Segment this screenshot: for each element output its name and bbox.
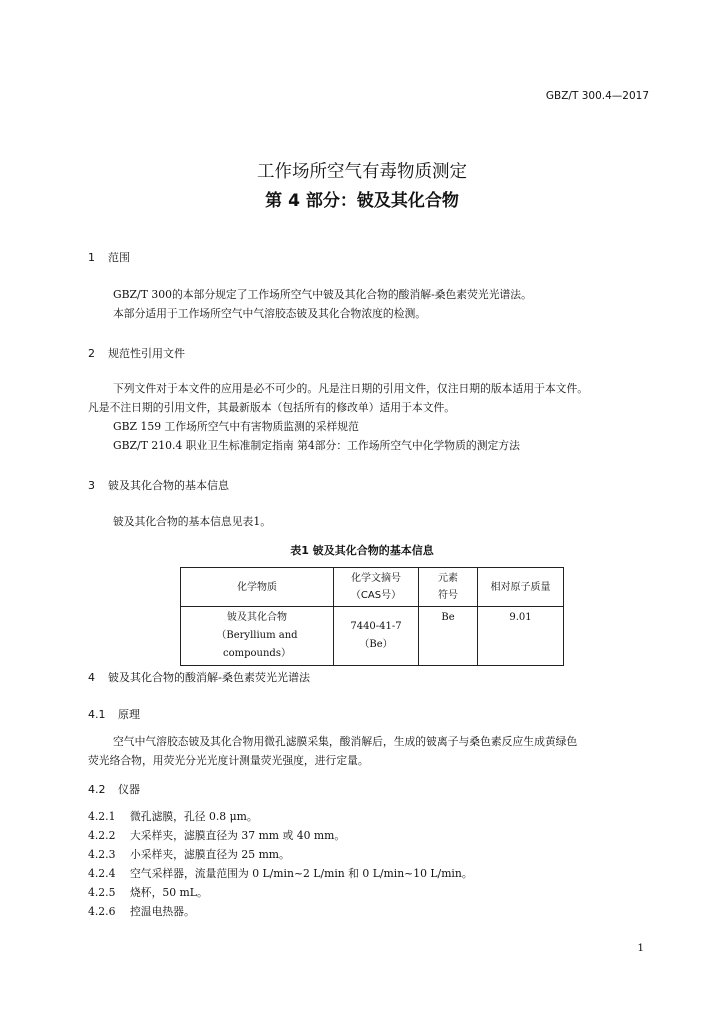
item-text: 控温电热器。 <box>130 905 195 918</box>
reference-item: GBZ 159 工作场所空气中有害物质监测的采样规范 <box>113 420 359 433</box>
item-text: 大采样夹，滤膜直径为 37 mm 或 40 mm。 <box>130 829 346 842</box>
item-text: 空气采样器，流量范围为 0 L/min~2 L/min 和 0 L/min~10 L/min。 <box>130 867 473 880</box>
reference-item: GBZ/T 210.4 职业卫生标准制定指南 第4部分：工作场所空气中化学物质的测定方法 <box>113 439 520 452</box>
paragraph: 本部分适用于工作场所空气中气溶胶态铍及其化合物浓度的检测。 <box>113 307 427 320</box>
standard-code: GBZ/T 300.4—2017 <box>545 90 649 102</box>
cell-line: 7440-41-7 <box>350 621 402 632</box>
section-title: 规范性引用文件 <box>108 347 185 360</box>
header-line: 化学文摘号 <box>351 573 401 584</box>
page-number: 1 <box>637 942 644 954</box>
section-number: 3 <box>88 479 95 492</box>
item-text: 烧杯，50 mL。 <box>130 886 208 899</box>
info-table <box>180 567 564 666</box>
section-number: 4.2 <box>88 783 106 796</box>
section-title: 原理 <box>118 708 140 721</box>
table-cell <box>181 607 334 666</box>
cell-line: （Be） <box>359 639 393 650</box>
paragraph: GBZ/T 300的本部分规定了工作场所空气中铍及其化合物的酸消解-桑色素荧光光谱法。 <box>113 288 532 301</box>
header-cell <box>334 568 419 607</box>
table-caption: 表1 铍及其化合物的基本信息 <box>290 544 434 557</box>
document-title: 工作场所空气有毒物质测定 <box>257 162 467 182</box>
list-item <box>88 866 473 881</box>
table-cell: Be <box>419 607 478 666</box>
list-item <box>88 847 290 862</box>
section-number: 1 <box>88 251 95 264</box>
table-cell <box>334 607 419 666</box>
section-4-heading <box>88 669 310 685</box>
list-item <box>88 828 345 843</box>
item-number: 4.2.2 <box>88 829 116 842</box>
section-2-heading <box>88 345 185 361</box>
item-number: 4.2.5 <box>88 886 116 899</box>
item-number: 4.2.6 <box>88 905 116 918</box>
paragraph: 荧光络合物，用荧光分光光度计测量荧光强度，进行定量。 <box>88 754 369 767</box>
item-number: 4.2.1 <box>88 810 116 823</box>
cell-line: 铍及其化合物 <box>227 612 287 623</box>
paragraph: 下列文件对于本文件的应用是必不可少的。凡是注日期的引用文件，仅注日期的版本适用于本文件。 <box>113 382 589 395</box>
item-text: 小采样夹，滤膜直径为 25 mm。 <box>130 848 290 861</box>
section-title: 铍及其化合物的酸消解-桑色素荧光光谱法 <box>108 671 310 684</box>
section-4-2-heading <box>88 781 140 797</box>
header-line: （CAS号） <box>350 590 402 601</box>
list-item <box>88 904 195 919</box>
header-line: 符号 <box>438 590 458 601</box>
cell-line: （Beryllium and compounds） <box>216 630 298 659</box>
header-cell: 化学物质 <box>181 568 334 607</box>
section-4-1-heading <box>88 706 140 722</box>
header-cell <box>419 568 478 607</box>
section-number: 4.1 <box>88 708 106 721</box>
header-line: 元素 <box>438 573 458 584</box>
paragraph: 凡是不注日期的引用文件，其最新版本（包括所有的修改单）适用于本文件。 <box>88 401 456 414</box>
section-title: 范围 <box>108 251 130 264</box>
table-header-row <box>181 568 564 607</box>
item-number: 4.2.4 <box>88 867 116 880</box>
section-1-heading <box>88 249 130 265</box>
section-3-heading <box>88 477 229 493</box>
table-row <box>181 607 564 666</box>
paragraph: 空气中气溶胶态铍及其化合物用微孔滤膜采集，酸消解后，生成的铍离子与桑色素反应生成黄绿色 <box>113 735 578 748</box>
section-number: 4 <box>88 671 95 684</box>
section-title: 铍及其化合物的基本信息 <box>108 479 229 492</box>
list-item <box>88 885 208 900</box>
list-item <box>88 809 258 824</box>
section-number: 2 <box>88 347 95 360</box>
item-number: 4.2.3 <box>88 848 116 861</box>
item-text: 微孔滤膜，孔径 0.8 μm。 <box>130 810 258 823</box>
paragraph: 铍及其化合物的基本信息见表1。 <box>113 515 272 528</box>
table-cell: 9.01 <box>478 607 564 666</box>
section-title: 仪器 <box>118 783 140 796</box>
document-subtitle: 第 4 部分：铍及其化合物 <box>265 191 459 211</box>
header-cell: 相对原子质量 <box>478 568 564 607</box>
